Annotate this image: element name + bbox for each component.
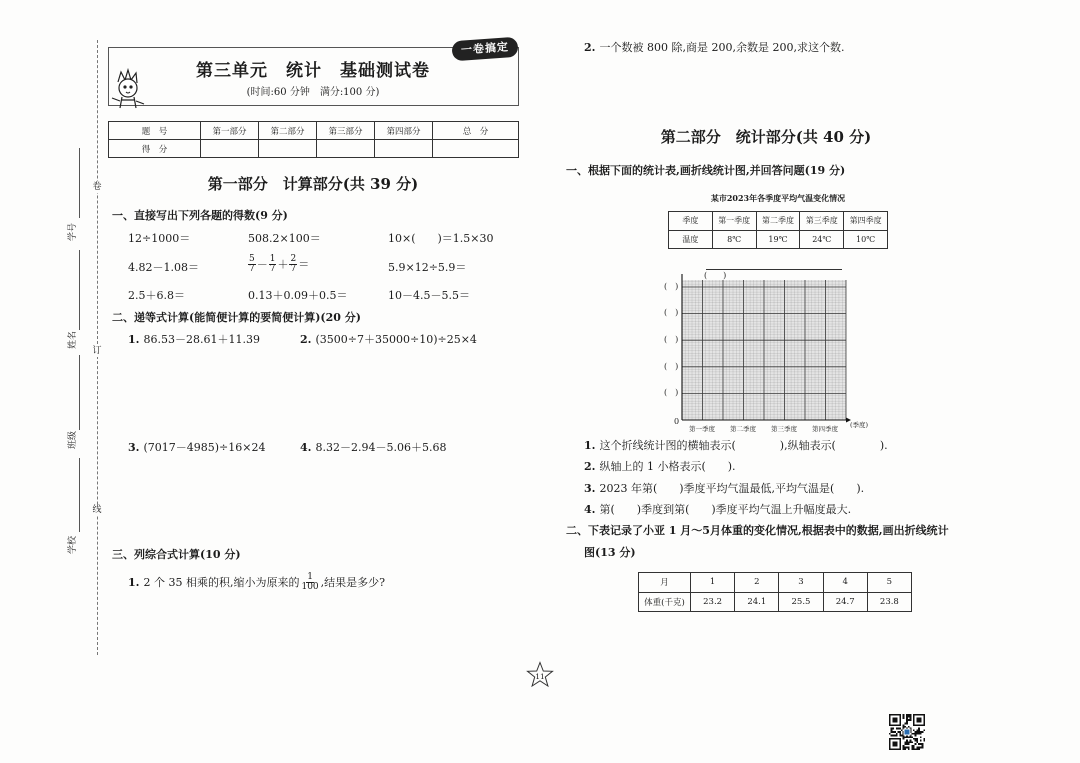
operator: －: [256, 258, 268, 272]
exam-title: 第三单元 统计 基础测试卷: [196, 61, 430, 81]
score-header-cell: 题 号: [109, 122, 201, 140]
oral-calc-item: 5.9×12÷5.9＝: [388, 261, 467, 274]
table-cell: 季度: [669, 212, 713, 231]
table-cell: 第三季度: [800, 212, 844, 231]
part2-section2-heading-cont: 图(13 分): [584, 546, 636, 559]
table-cell: 月: [639, 573, 691, 593]
school-write-line: [79, 458, 80, 532]
table-cell: 体重(千克): [639, 592, 691, 612]
part1-section1-heading: 一、直接写出下列各题的得数(9 分): [112, 209, 288, 222]
brand-stamp-logo: 一卷搞定: [451, 37, 518, 62]
chart-title-blank: ( ): [704, 271, 727, 280]
score-header-cell: 第二部分: [259, 122, 317, 140]
temperature-table-row: [669, 230, 888, 249]
equals-sign: ＝: [298, 258, 310, 272]
table-cell: 10℃: [844, 230, 888, 249]
table-cell: 3: [779, 573, 823, 593]
score-table-header-row: [109, 122, 519, 140]
oral-calc-item: 10－4.5－5.5＝: [388, 289, 470, 302]
table-cell: 23.8: [867, 592, 911, 612]
y-axis-blank: ( ): [664, 388, 679, 397]
step-calc-item: 1. 86.53－28.61＋11.39: [128, 333, 260, 346]
exam-subtitle: (时间:60 分钟 满分:100 分): [246, 87, 380, 98]
score-header-cell: 第四部分: [375, 122, 433, 140]
student-id-write-line: [79, 148, 80, 218]
oral-calc-item: 12÷1000＝: [128, 232, 191, 245]
y-axis-blank: ( ): [664, 335, 679, 344]
part2-title: 第二部分 统计部分(共 40 分): [660, 128, 872, 146]
x-axis-label: 第一季度: [689, 425, 715, 433]
step-calc-item: 4. 8.32－2.94－5.06＋5.68: [300, 441, 447, 454]
table-cell: 5: [867, 573, 911, 593]
weight-table-header-row: [639, 573, 912, 593]
operator: ＋: [277, 258, 289, 272]
table-cell: 25.5: [779, 592, 823, 612]
table-cell: 第一季度: [712, 212, 756, 231]
score-row-label: 得 分: [109, 140, 201, 158]
binding-mark-ding: 订: [92, 346, 102, 356]
x-axis-label: 第二季度: [730, 425, 756, 433]
table-cell: 24.7: [823, 592, 867, 612]
weight-table-row: [639, 592, 912, 612]
name-label: 姓名: [68, 331, 78, 350]
score-table-score-row: [109, 140, 519, 158]
line-chart-grid: [682, 280, 852, 421]
temperature-table-title: 某市2023年各季度平均气温变化情况: [710, 193, 846, 203]
oral-calc-item: 2.5＋6.8＝: [128, 289, 185, 302]
step-calc-item: 2. (3500÷7＋35000÷10)÷25×4: [300, 333, 477, 346]
fraction: $\frac{5}{7}$: [249, 254, 255, 275]
oral-calc-item: 10×( )＝1.5×30: [388, 232, 494, 245]
y-axis-blank: ( ): [664, 362, 679, 371]
score-header-cell: 总 分: [433, 122, 519, 140]
part1-title: 第一部分 计算部分(共 39 分): [207, 175, 419, 193]
table-cell: 4: [823, 573, 867, 593]
oral-calc-item: 4.82－1.08＝: [128, 261, 199, 274]
table-cell: 2: [735, 573, 779, 593]
y-axis-blank: ( ): [664, 308, 679, 317]
fraction: $\frac{1}{100}$: [301, 572, 319, 593]
table-cell: 8℃: [712, 230, 756, 249]
qr-code: [889, 714, 925, 750]
table-cell: 23.2: [691, 592, 735, 612]
table-cell: 24.1: [735, 592, 779, 612]
x-axis-label: 第三季度: [771, 425, 797, 433]
table-cell: 1: [691, 573, 735, 593]
chart-title-line: [706, 269, 842, 270]
part2-section2-heading: 二、下表记录了小亚 1 月～5月体重的变化情况,根据表中的数据,画出折线统计: [566, 524, 949, 537]
word-problem-1: 1. 2 个 35 相乘的积,缩小为原来的 $\frac{1}{100}$ ,结果是多少?: [128, 572, 386, 593]
table-cell: 第四季度: [844, 212, 888, 231]
word-problem-2: 2. 一个数被 800 除,商是 200,余数是 200,求这个数.: [584, 41, 845, 54]
score-blank-cell: [201, 140, 259, 158]
part1-section2-heading: 二、递等式计算(能简便计算的要简便计算)(20 分): [112, 311, 361, 324]
fraction: $\frac{1}{7}$: [269, 254, 276, 275]
class-label: 班级: [68, 431, 78, 450]
table-cell: 温度: [669, 230, 713, 249]
name-write-line: [79, 250, 80, 330]
binding-mark-xian: 线: [92, 505, 102, 515]
x-axis-unit: (季度): [850, 421, 869, 429]
table-cell: 24℃: [800, 230, 844, 249]
student-id-label: 学号: [68, 223, 78, 242]
fraction-calc-item: [247, 255, 309, 275]
score-blank-cell: [317, 140, 375, 158]
score-blank-cell: [259, 140, 317, 158]
chart-question: 3. 2023 年第( )季度平均气温最低,平均气温是( ).: [584, 482, 865, 495]
table-cell: 19℃: [756, 230, 800, 249]
school-label: 学校: [68, 536, 78, 555]
chart-origin: 0: [674, 417, 680, 426]
score-table: [108, 121, 519, 158]
step-calc-item: 3. (7017－4985)÷16×24: [128, 441, 266, 454]
score-header-cell: 第三部分: [317, 122, 375, 140]
oral-calc-item: 508.2×100＝: [248, 232, 321, 245]
page-number: 11: [535, 672, 545, 681]
score-blank-cell: [375, 140, 433, 158]
score-blank-cell: [433, 140, 519, 158]
binding-mark-juan: 卷: [92, 182, 102, 192]
part1-section3-heading: 三、列综合式计算(10 分): [112, 548, 241, 561]
chart-question: 2. 纵轴上的 1 小格表示( ).: [584, 460, 736, 473]
chart-question: 1. 这个折线统计图的横轴表示( ),纵轴表示( ).: [584, 439, 888, 452]
part2-section1-heading: 一、根据下面的统计表,画折线统计图,并回答问题(19 分): [566, 164, 846, 177]
oral-calc-item: 0.13＋0.09＋0.5＝: [248, 289, 348, 302]
weight-table: [638, 572, 912, 612]
temperature-table: [668, 211, 888, 249]
class-write-line: [79, 355, 80, 430]
fraction: $\frac{2}{7}$: [290, 254, 297, 275]
chart-question: 4. 第( )季度到第( )季度平均气温上升幅度最大.: [584, 503, 852, 516]
temperature-table-header-row: [669, 212, 888, 231]
table-cell: 第二季度: [756, 212, 800, 231]
x-axis-label: 第四季度: [812, 425, 838, 433]
score-header-cell: 第一部分: [201, 122, 259, 140]
y-axis-blank: ( ): [664, 282, 679, 291]
